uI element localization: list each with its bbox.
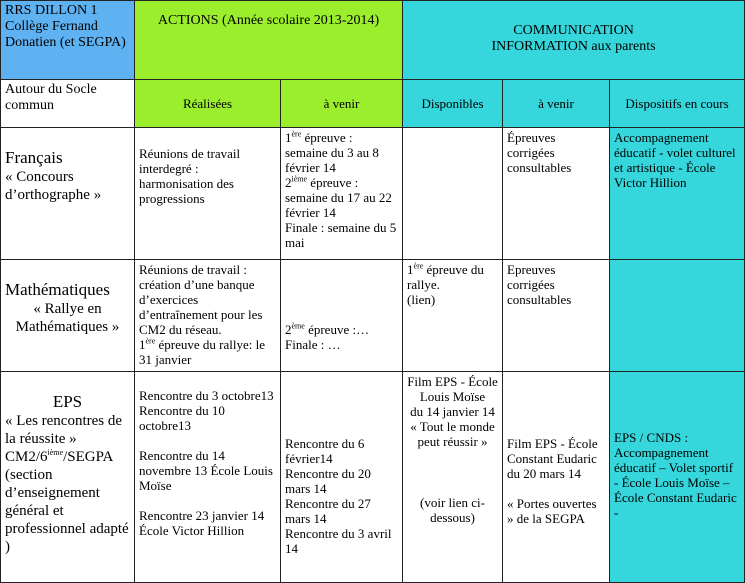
francais-dispositifs: Accompagnement éducatif - volet culturel et artistique - École Victor Hillion [610, 128, 745, 260]
dispositifs-header: Dispositifs en cours [610, 80, 745, 128]
rallye-link[interactable]: épreuve du rallye. (lien) [407, 262, 484, 307]
subject-eps [1, 372, 135, 583]
eps-avenir: Rencontre du 6 février14 Rencontre du 20 mars 14 Rencontre du 27 mars 14 Rencontre du 3 avril 14 [281, 372, 403, 583]
francais-avenir [281, 128, 403, 260]
eps-avenir2: Film EPS - École Constant Eudaric du 20 mars 14 « Portes ouvertes » de la SEGPA [503, 372, 610, 583]
realisees-header: Réalisées [135, 80, 281, 128]
eps-disponibles: Film EPS - École Louis Moïse du 14 janvier 14 « Tout le monde peut réussir » (voir lien ci-dessous) [403, 372, 503, 583]
maths-realisees: Réunions de travail : création d’une banque d’exercices d’entraînement pour les CM2 du réseau. 1ère épreuve du rallye: le 31 janvier [135, 260, 281, 372]
francais-realisees: Réunions de travail interdegré : harmonisation des progressions [135, 128, 281, 260]
subject-maths [1, 260, 135, 372]
subject-subtitle: « Les rencontres de la réussite » CM2/6ième/SEGPA (section d’enseignement général et professionnel adapté ) [5, 413, 129, 555]
actions-header: ACTIONS (Année scolaire 2013-2014) [135, 1, 403, 80]
subject-name: Mathématiques [5, 280, 110, 299]
maths-avenir: 2ème épreuve :… Finale : … [281, 260, 403, 372]
maths-avenir2: Epreuves corrigées consultables [503, 260, 610, 372]
socle-header: Autour du Socle commun [1, 80, 135, 128]
eps-dispositifs: EPS / CNDS : Accompagnement éducatif – Volet sportif - École Louis Moïse – École Constant Eudaric - [610, 372, 745, 583]
avenir2-header: à venir [503, 80, 610, 128]
subject-subtitle: « Rallye en Mathématiques » [15, 301, 120, 335]
subject-francais [1, 128, 135, 260]
voir-lien-link[interactable]: (voir lien ci-dessous) [420, 495, 485, 525]
school-header: RRS DILLON 1 Collège Fernand Donatien (et SEGPA) [1, 1, 135, 80]
communication-header: COMMUNICATION INFORMATION aux parents [403, 1, 745, 80]
subject-subtitle: « Concours d’orthographe » [5, 169, 102, 203]
epreuve-1: 1ère épreuve : semaine du 3 au 8 février 14 [285, 129, 379, 175]
francais-avenir2: Épreuves corrigées consultables [503, 128, 610, 260]
francais-disponibles [403, 128, 503, 260]
maths-dispositifs [610, 260, 745, 372]
maths-disponibles: 1ère épreuve du rallye. (lien) [403, 260, 503, 372]
finale: Finale : semaine du 5 mai [285, 220, 397, 250]
epreuve-2: 2ième épreuve : semaine du 17 au 22 février 14 [285, 174, 392, 220]
subject-name: Français [5, 148, 63, 167]
disponibles-header: Disponibles [403, 80, 503, 128]
avenir-header: à venir [281, 80, 403, 128]
eps-realisees: Rencontre du 3 octobre13 Rencontre du 10 octobre13 Rencontre du 14 novembre 13 École Louis Moïse Rencontre 23 janvier 14 École Victor Hillion [135, 372, 281, 583]
subject-name: EPS [52, 392, 83, 411]
